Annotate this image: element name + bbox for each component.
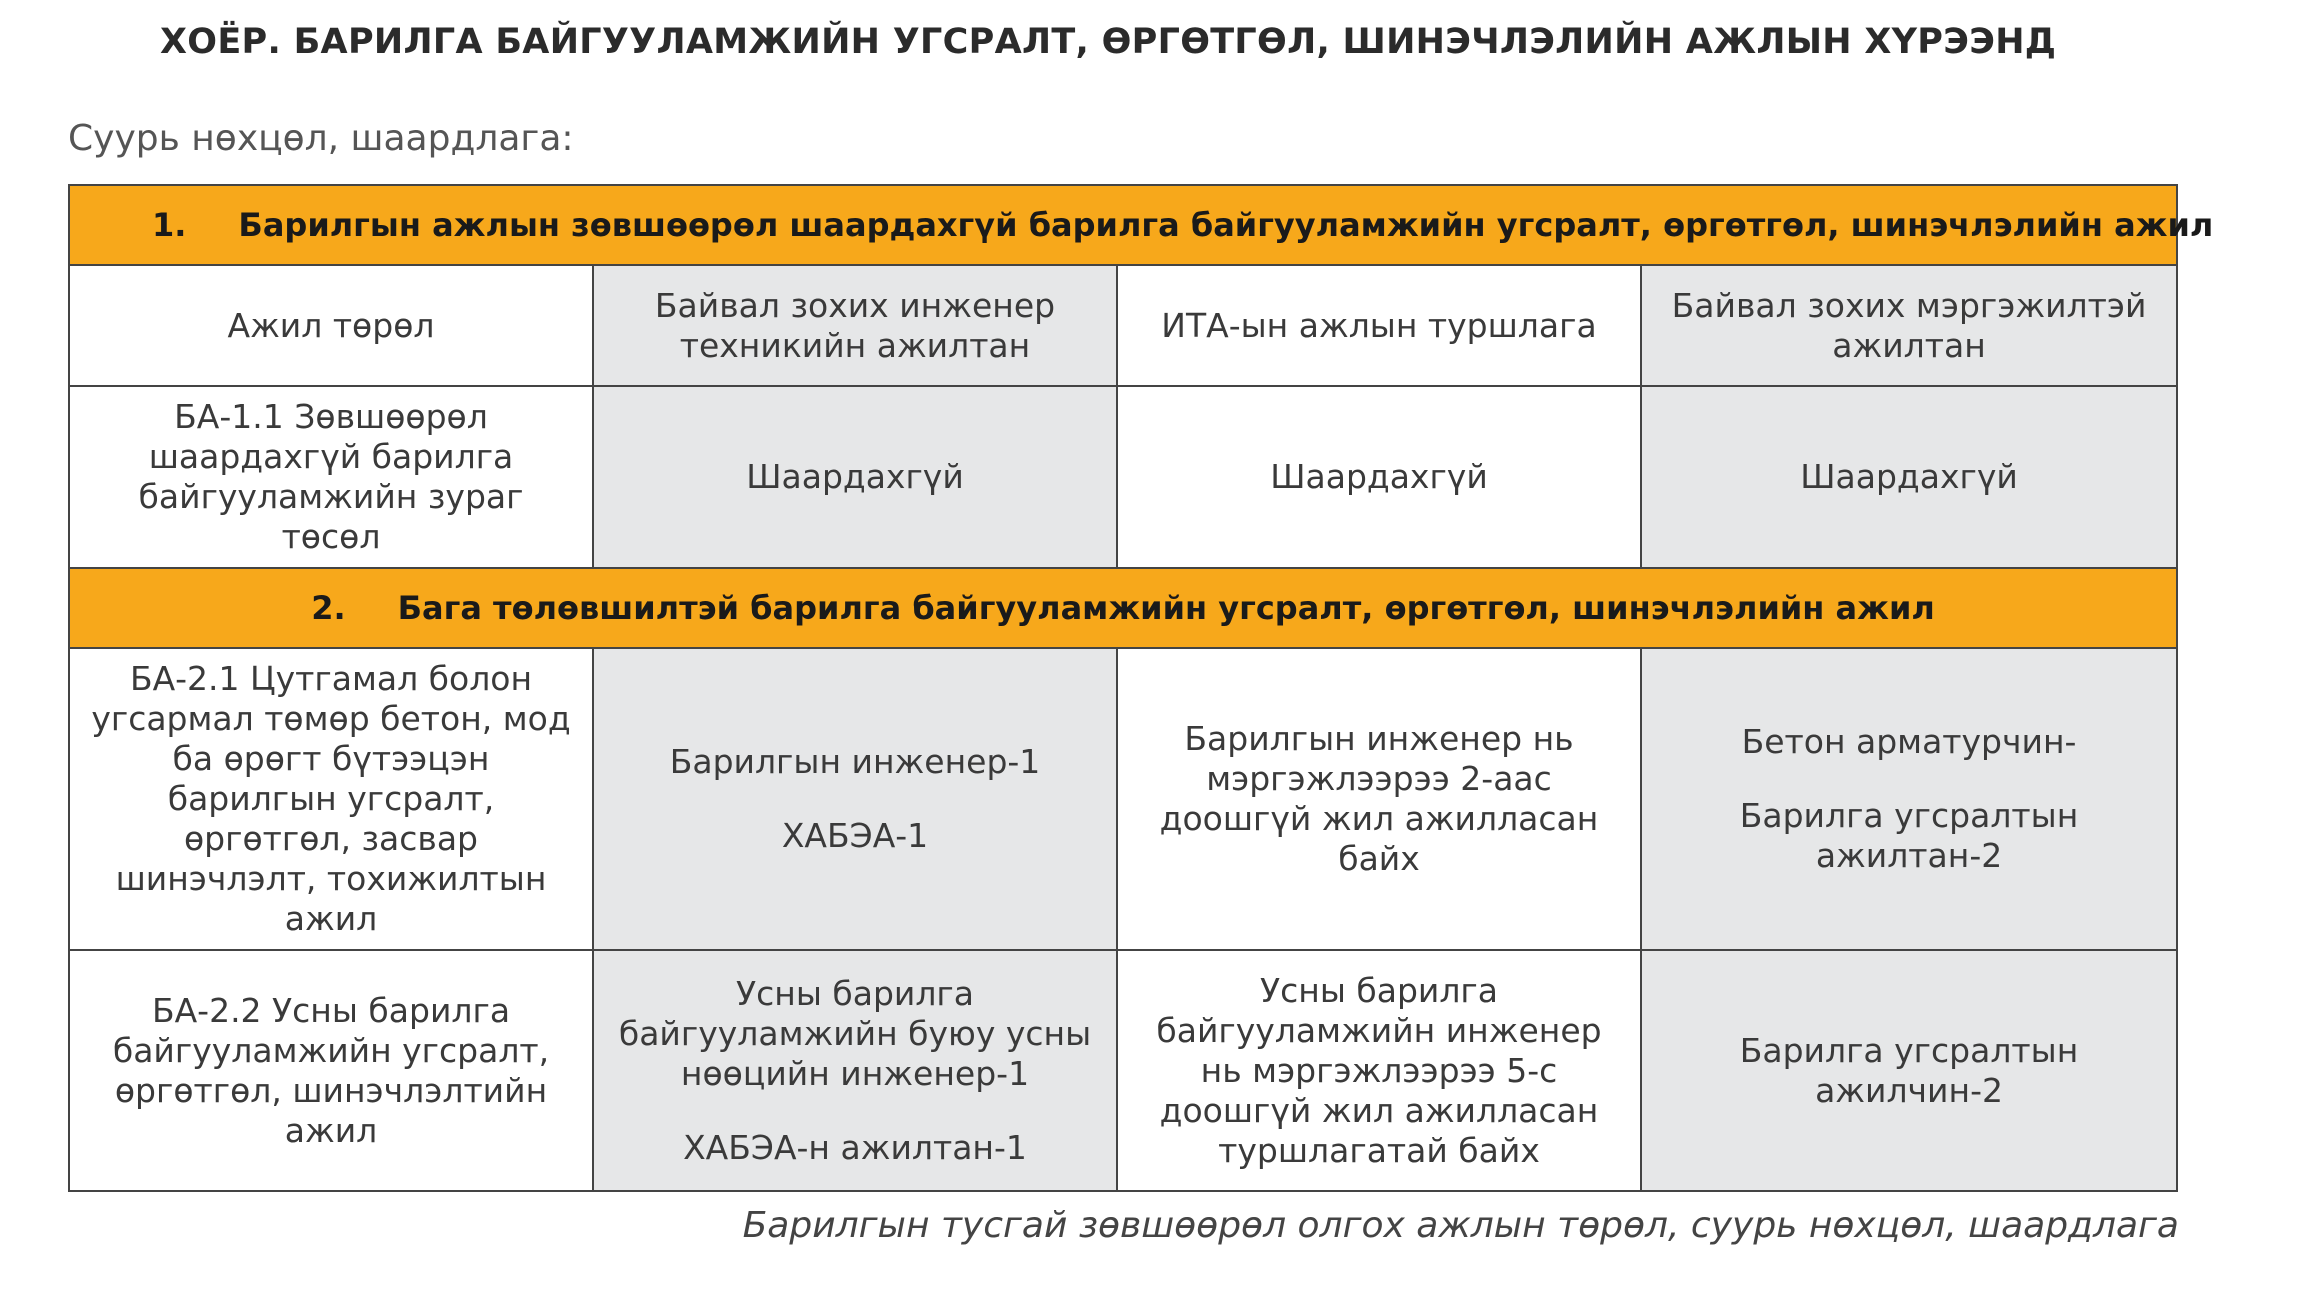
requirements-table (68, 184, 2214, 1192)
row1-experience: Шаардахгүй (1117, 386, 1641, 568)
row1-engineer: Шаардахгүй (593, 386, 1117, 568)
row2-engineer-line1: Барилгын инженер-1 (669, 742, 1041, 781)
table-caption: Барилгын тусгай зөвшөөрөл олгох ажлын төрөл, суурь нөхцөл, шаардлага (742, 1205, 2179, 1246)
row2-engineer (593, 648, 1117, 950)
row2-worker (1641, 648, 2177, 950)
row2-worker-line1: Бетон арматурчин- (1741, 722, 2077, 761)
row3-experience: Усны барилга байгууламжийн инженер нь мэргэжлээрээ 5-с доошгүй жил ажилласан туршлагатай байх (1117, 950, 1641, 1191)
section-1-number: 1. (152, 206, 187, 244)
row3-engineer-line2: ХАБЭА-н ажилтан-1 (683, 1127, 1027, 1167)
header-row (69, 265, 2177, 386)
row3-worker: Барилга угсралтын ажилчин-2 (1641, 950, 2177, 1191)
row2-experience: Барилгын инженер нь мэргэжлээрээ 2-аас доошгүй жил ажилласан байх (1117, 648, 1641, 950)
row3-work-type: БА-2.2 Усны барилга байгууламжийн угсралт, өргөтгөл, шинэчлэлтийн ажил (69, 950, 593, 1191)
section-1-title: Барилгын ажлын зөвшөөрөл шаардахгүй барилга байгууламжийн угсралт, өргөтгөл, шинэчлэлийн ажил (238, 206, 2214, 244)
header-experience: ИТА-ын ажлын туршлага (1117, 265, 1641, 386)
row3-engineer-line1: Усны барилга байгууламжийн буюу усны нөөцийн инженер-1 (618, 973, 1092, 1093)
header-worker: Байвал зохих мэргэжилтэй ажилтан (1641, 265, 2177, 386)
section-2-cell (69, 568, 2177, 648)
section-2-number: 2. (311, 589, 346, 627)
row1-work-type: БА-1.1 Зөвшөөрөл шаардахгүй барилга байгууламжийн зураг төсөл (69, 386, 593, 568)
header-engineer: Байвал зохих инженер техникийн ажилтан (593, 265, 1117, 386)
section-row-2 (69, 568, 2177, 648)
section-2-title: Бага төлөвшилтэй барилга байгууламжийн угсралт, өргөтгөл, шинэчлэлийн ажил (397, 589, 1935, 627)
row1-worker: Шаардахгүй (1641, 386, 2177, 568)
section-row-1 (69, 185, 2177, 265)
row2-engineer-line2: ХАБЭА-1 (781, 816, 929, 855)
table-row (69, 648, 2177, 950)
table-row (69, 386, 2177, 568)
section-1-cell (69, 185, 2214, 265)
table-row (69, 950, 2177, 1191)
subheading: Суурь нөхцөл, шаардлага: (68, 118, 574, 159)
row2-worker-line2: Барилга угсралтын ажилтан-2 (1739, 796, 2079, 875)
row2-work-type: БА-2.1 Цутгамал болон угсармал төмөр бетон, мод ба өрөгт бүтээцэн барилгын угсралт, өргөтгөл, засвар шинэчлэлт, тохижилтын ажил (69, 648, 593, 950)
row3-engineer (593, 950, 1117, 1191)
header-work-type: Ажил төрөл (69, 265, 593, 386)
page-heading: ХОЁР. БАРИЛГА БАЙГУУЛАМЖИЙН УГСРАЛТ, ӨРГӨТГӨЛ, ШИНЭЧЛЭЛИЙН АЖЛЫН ХҮРЭЭНД (160, 22, 2057, 62)
